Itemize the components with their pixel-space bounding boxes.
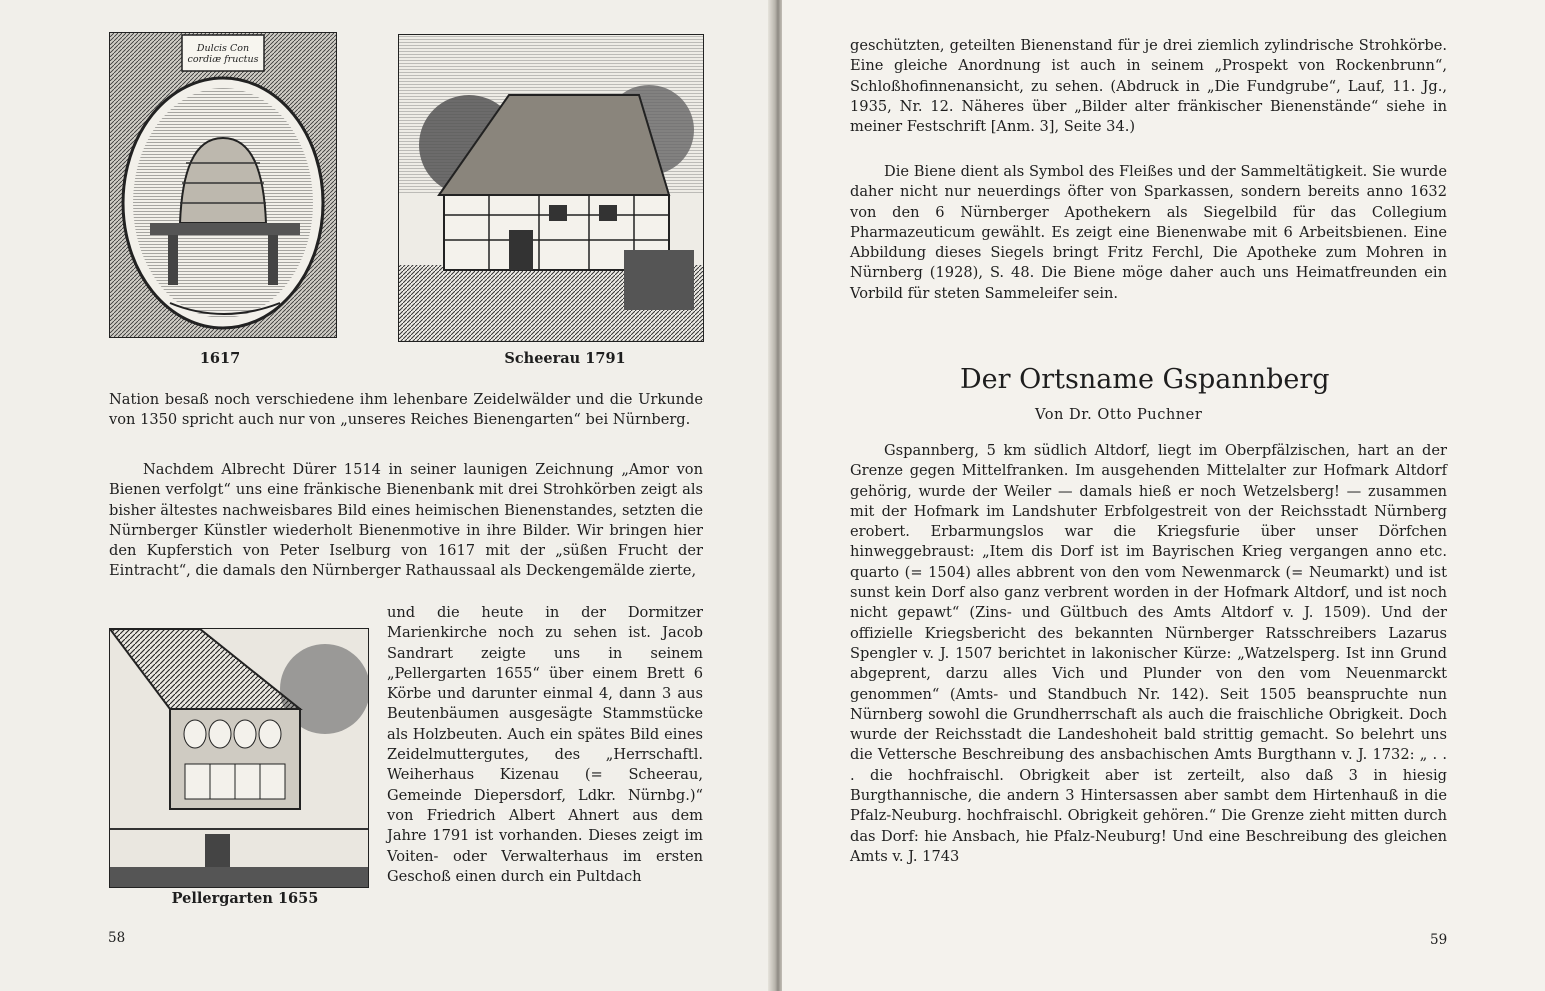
engraving-1617 <box>109 32 337 338</box>
left-paragraph-2: Nachdem Albrecht Dürer 1514 in seiner launigen Zeichnung „Amor von Bienen verfolgt“ uns eine fränkische Bienenbank mit drei Strohkörben zeigt als bisher ältestes nachweisbares Bild eines heimischen Bienenstandes, setzten die Nürnberger Künstler wiederholt Bienenmotive in ihre Bilder. Wir bringen hier den Kupferstich von Peter Iselburg von 1617 mit der „süßen Frucht der Eintracht“, die damals den Nürnberger Rathaussaal als Deckengemälde zierte, <box>109 461 703 580</box>
article-byline: Von Dr. Otto Puchner <box>1035 406 1203 423</box>
left-paragraph-3: und die heute in der Dormitzer Marienkirche noch zu sehen ist. Jacob Sandrart zeigte uns in seinem „Pellergarten 1655“ über einem Brett 6 Körbe und darunter einmal 4, dann 3 aus Beutenbäumen ausgesägte Stammstücke als Holzbeuten. Auch ein spätes Bild eines Zeidelmuttergutes, des „Herrschaftl. Weiherhaus Kizenau (= Scheerau, Gemeinde Diepersdorf, Ldkr. Nürnbg.)“ von Friedrich Albert Ahnert aus dem Jahre 1791 ist vorhanden. Dieses zeigt im Voiten- oder Verwalterhaus im ersten Geschoß einen durch ein Pultdach <box>387 604 703 885</box>
left-paragraph-1: Nation besaß noch verschiedene ihm lehenbare Zeidelwälder und die Urkunde von 1350 spricht auch nur von „unseres Reiches Bienengarten“ bei Nürnberg. <box>109 391 703 429</box>
caption-pellergarten: Pellergarten 1655 <box>171 890 319 907</box>
page-number-right: 59 <box>1430 932 1448 948</box>
left-page <box>0 0 770 991</box>
caption-scheerau: Scheerau 1791 <box>504 350 626 367</box>
emblem-inscription: Dulcis Con cordiæ fructus <box>187 43 259 65</box>
right-paragraph-1: geschützten, geteilten Bienenstand für je drei ziemlich zylindrische Strohkörbe. Eine gleiche Anordnung ist auch in seinem „Prospekt von Rockenbrunn“, Schloßhofinnenansicht, zu sehen. (Abdruck in „Die Fundgrube“, Lauf, 11. Jg., 1935, Nr. 12. Näheres über „Bilder alter fränkischer Bienenstände“ siehe in meiner Festschrift [Anm. 3], Seite 34.) <box>850 37 1447 136</box>
farmhouse-illustration <box>399 35 703 341</box>
right-paragraph-3: Gspannberg, 5 km südlich Altdorf, liegt im Oberpfälzischen, hart an der Grenze gegen Mittelfranken. Im ausgehenden Mittelalter zur Hofmark Altdorf gehörig, wurde der Weiler — damals hieß er noch Wetzelsberg! — zusammen mit der Hofmark im Landshuter Erbfolgestreit von der Reichsstadt Nürnberg erobert. Erbarmungslos war die Kriegsfurie über unser Dörfchen hinweggebraust: „Item dis Dorf ist im Bayrischen Krieg vergangen anno etc. quarto (= 1504) alles abbrent von den vom Newenmarck (= Neumarkt) und ist sunst kein Dorf also ganz verbrent worden in der Hofmark Altdorf, und ist noch nicht gepawt“ (Zins- und Gültbuch des Amts Altdorf v. J. 1509). Und der offizielle Kriegsbericht des bekannten Nürnberger Ratsschreibers Lazarus Spengler v. J. 1507 berichtet in lakonischer Kürze: „Watzelsperg. Ist inn Grund abgeprent, darzu alles Vich und Plunder von den vom Neuenmarckt genommen“ (Amts- und Standbuch Nr. 142). Seit 1505 beanspruchte nun Nürnberg sowohl die Grundherrschaft als auch die fraischliche Obrigkeit. Doch wurde der Reichsstadt die Landeshoheit bald strittig gemacht. So belehrt uns die Vettersche Beschreibung des ansbachischen Amts Burgthann v. J. 1732: „ . . . die hochfraischl. Obrigkeit aber ist zerteilt, also daß 3 in hiesig Burgthannische, die andern 3 Hintersassen aber sambt dem Hirtenhauß in die Pfalz-Neuburg. hochfraischl. Obrigkeit gehören.“ Die Grenze zieht mitten durch das Dorf: hie Ansbach, hie Pfalz-Neuburg! Und eine Beschreibung des gleichen Amts v. J. 1743 <box>850 442 1447 865</box>
beehouse-illustration <box>110 629 368 887</box>
right-paragraph-2: Die Biene dient als Symbol des Fleißes und der Sammeltätigkeit. Sie wurde daher nicht nur neuerdings öfter von Sparkassen, sondern bereits anno 1632 von den 6 Nürnberger Apothekern als Siegelbild für das Collegium Pharmazeuticum gewählt. Es zeigt eine Bienenwabe mit 6 Arbeitsbienen. Eine Abbildung dieses Siegels bringt Fritz Ferchl, Die Apotheke zum Mohren in Nürnberg (1928), S. 48. Die Biene möge daher auch uns Heimatfreunden ein Vorbild für steten Sammeleifer sein. <box>850 163 1447 302</box>
engraving-scheerau <box>398 34 704 342</box>
article-title: Der Ortsname Gspannberg <box>960 364 1330 395</box>
emblem-beehive-illustration <box>110 33 336 337</box>
caption-1617: 1617 <box>199 350 241 367</box>
page-number-left: 58 <box>108 930 126 946</box>
engraving-pellergarten <box>109 628 369 888</box>
